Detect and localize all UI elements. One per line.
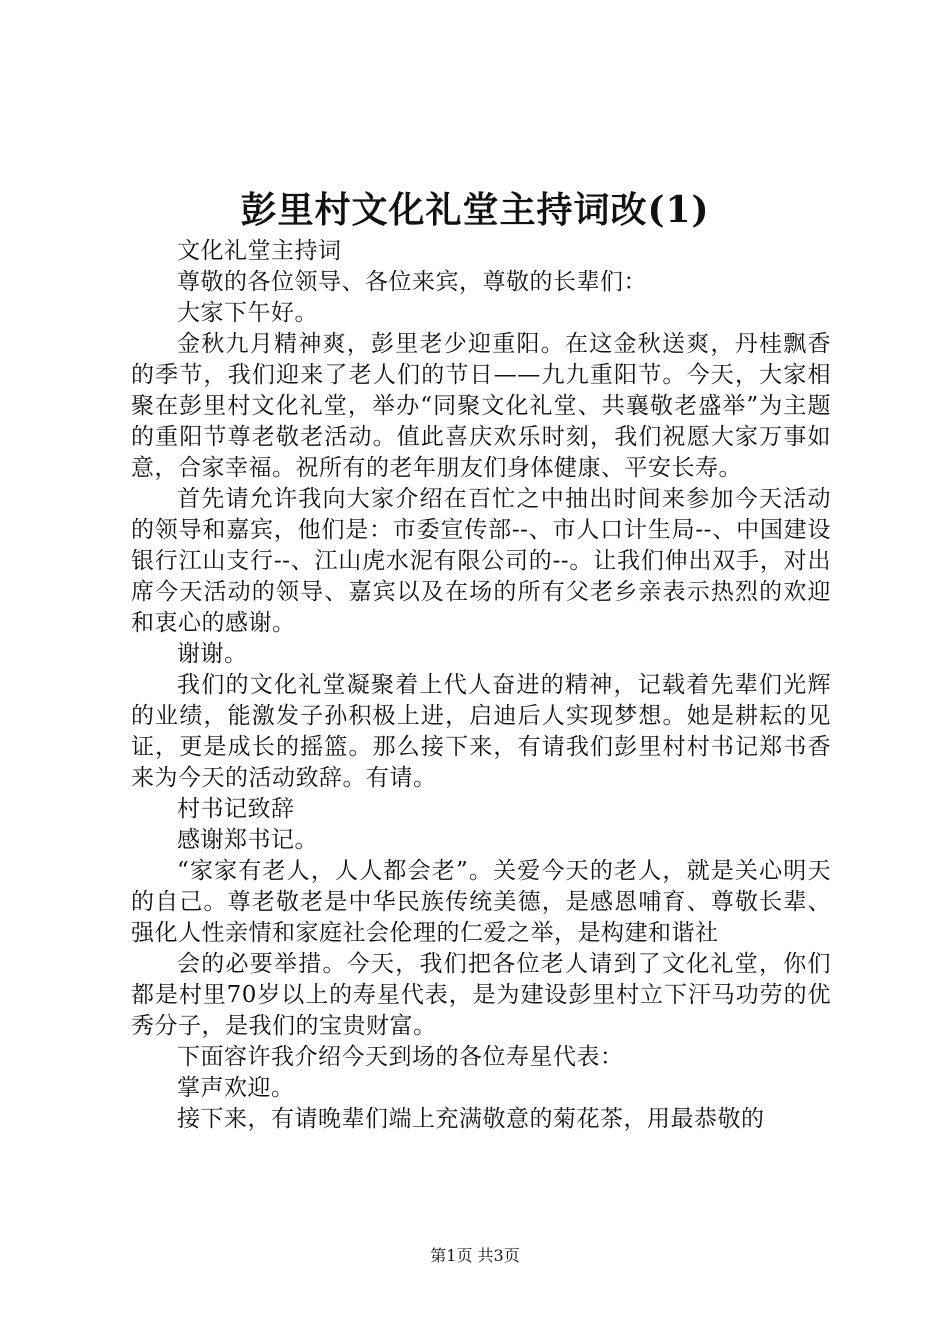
document-title: 彭里村文化礼堂主持词改(1) <box>240 189 710 231</box>
paragraph: 感谢郑书记。 <box>177 827 318 853</box>
document-body <box>131 236 831 1135</box>
paragraph: 会的必要举措。今天，我们把各位老人请到了文化礼堂，你们都是村里70岁以上的寿星代表，是为建设彭里村立下汗马功劳的优秀分子，是我们的宝贵财富。 <box>131 951 831 1039</box>
paragraph: “家家有老人，人人都会老”。关爱今天的老人，就是关心明天的自己。尊老敬老是中华民族传统美德，是感恩哺育、尊敬长辈、强化人性亲情和家庭社会伦理的仁爱之举，是构建和谐社 <box>131 858 831 946</box>
paragraph: 首先请允许我向大家介绍在百忙之中抽出时间来参加今天活动的领导和嘉宾，他们是：市委宣传部--、市人口计生局--、中国建设银行江山支行--、江山虎水泥有限公司的--。让我们伸出双手，对出席今天活动的领导、嘉宾以及在场的所有父老乡亲表示热烈的欢迎和衷心的感谢。 <box>131 486 831 636</box>
paragraph: 文化礼堂主持词 <box>177 238 342 264</box>
paragraph: 谢谢。 <box>177 641 248 667</box>
paragraph: 接下来，有请晚辈们端上充满敬意的菊花茶，用最恭敬的 <box>177 1106 765 1132</box>
paragraph: 尊敬的各位领导、各位来宾，尊敬的长辈们： <box>177 269 647 295</box>
page-number-footer: 第1页 共3页 <box>430 1246 520 1265</box>
paragraph: 掌声欢迎。 <box>177 1075 295 1101</box>
paragraph: 我们的文化礼堂凝聚着上代人奋进的精神，记载着先辈们光辉的业绩，能激发子孙积极上进，启迪后人实现梦想。她是耕耘的见证，更是成长的摇篮。那么接下来，有请我们彭里村村书记郑书香来为今天的活动致辞。有请。 <box>131 672 831 791</box>
paragraph: 大家下午好。 <box>177 300 318 326</box>
paragraph: 金秋九月精神爽，彭里老少迎重阳。在这金秋送爽，丹桂飘香的季节，我们迎来了老人们的节日——九九重阳节。今天，大家相聚在彭里村文化礼堂，举办“同聚文化礼堂、共襄敬老盛举”为主题的重阳节尊老敬老活动。值此喜庆欢乐时刻，我们祝愿大家万事如意，合家幸福。祝所有的老年朋友们身体健康、平安长寿。 <box>131 331 831 481</box>
paragraph: 下面容许我介绍今天到场的各位寿星代表： <box>177 1044 624 1070</box>
paragraph: 村书记致辞 <box>177 796 295 822</box>
